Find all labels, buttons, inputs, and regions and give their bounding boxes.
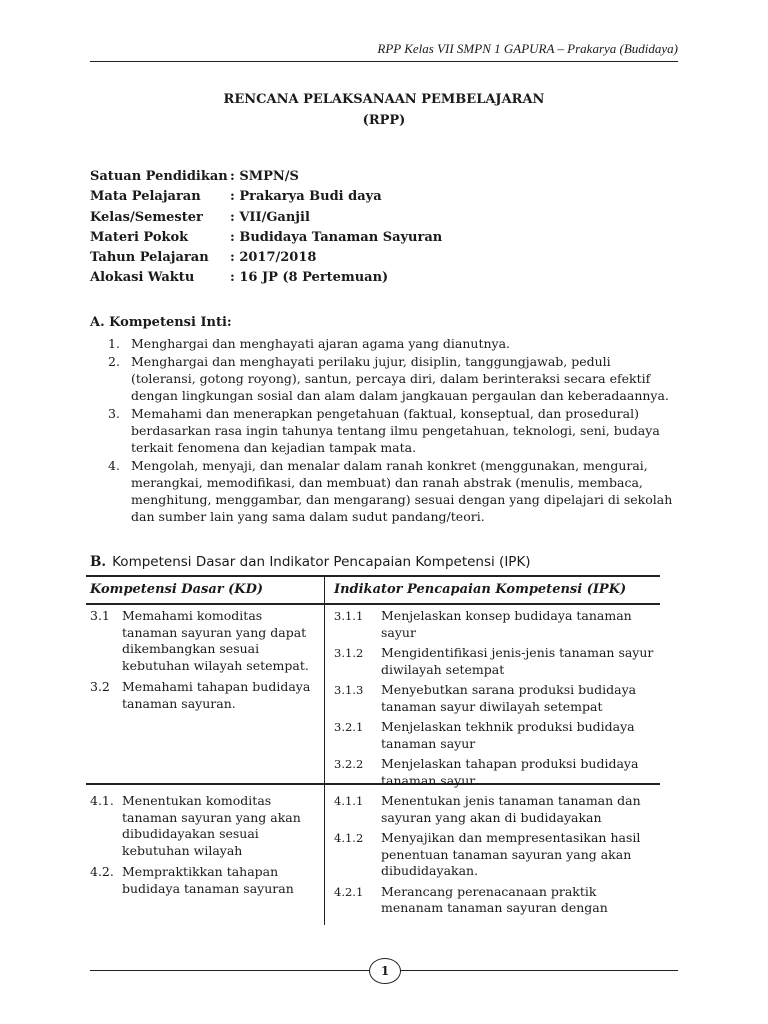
list-item-number: 3.	[108, 406, 120, 421]
table-row	[334, 884, 654, 917]
kd-number: 3.2	[90, 679, 110, 694]
header-rule	[90, 61, 678, 62]
list-item	[108, 335, 674, 352]
table-row	[334, 756, 654, 789]
ipk-number: 4.1.2	[334, 831, 364, 845]
column-header-ipk: Indikator Pencapaian Kompetensi (IPK)	[334, 582, 627, 597]
table-row	[334, 608, 654, 641]
identity-row	[90, 250, 442, 270]
running-header: RPP Kelas VII SMPN 1 GAPURA – Prakarya (Budidaya)	[377, 41, 678, 56]
identity-block	[90, 169, 442, 291]
kompetensi-inti-list	[108, 335, 674, 526]
identity-label: Kelas/Semester	[90, 209, 203, 225]
identity-row	[90, 230, 442, 250]
kd-text: Menentukan komoditas tanaman sayuran yang akan dibudidayakan sesuai kebutuhan wilayah	[122, 793, 301, 858]
identity-value: : 2017/2018	[230, 250, 317, 266]
ipk-text: Menjelaskan tahapan produksi budidaya tanaman sayur	[381, 756, 639, 788]
table-row	[334, 645, 654, 678]
identity-value: : Prakarya Budi daya	[230, 189, 382, 205]
kd-ipk-table	[86, 575, 660, 925]
ipk-number: 4.2.1	[334, 884, 364, 899]
document-subtitle: (RPP)	[362, 113, 406, 128]
table-row	[90, 793, 318, 859]
ipk-text: Mengidentifikasi jenis-jenis tanaman sayur diwilayah setempat	[381, 645, 654, 677]
kd-text: Memahami komoditas tanaman sayuran yang dapat dikembangkan sesuai kebutuhan wilayah setempat.	[122, 608, 309, 673]
list-item	[108, 353, 674, 404]
ipk-text: Merancang perenacanaan praktik menanam tanaman sayuran dengan	[381, 883, 608, 915]
kd-text: Mempraktikkan tahapan budidaya tanaman sayuran	[122, 864, 294, 896]
ipk-cell-group1	[334, 608, 654, 793]
document-title: RENCANA PELAKSANAAN PEMBELAJARAN	[223, 92, 545, 107]
ipk-number: 3.2.2	[334, 757, 364, 771]
table-row	[90, 608, 318, 674]
identity-row	[90, 189, 442, 209]
ipk-number: 3.2.1	[334, 720, 364, 734]
page-number: 1	[369, 958, 401, 984]
list-item-number: 2.	[108, 354, 120, 369]
table-row	[90, 864, 318, 897]
ipk-number: 3.1.2	[334, 646, 364, 660]
identity-value: : 16 JP (8 Pertemuan)	[230, 270, 389, 286]
section-b-letter: B.	[90, 554, 107, 570]
identity-value: : SMPN/S	[230, 169, 299, 184]
table-top-rule	[86, 575, 660, 577]
kd-number: 4.1.	[90, 793, 114, 808]
column-header-kd: Kompetensi Dasar (KD)	[90, 582, 263, 597]
identity-row	[90, 270, 442, 290]
ipk-text: Menyajikan dan mempresentasikan hasil penentuan tanaman sayuran yang akan dibudidayakan.	[381, 830, 641, 878]
footer-rule-right	[399, 970, 678, 971]
identity-row	[90, 210, 442, 230]
ipk-number: 3.1.3	[334, 683, 364, 697]
section-b-title: Kompetensi Dasar dan Indikator Pencapaian Kompetensi (IPK)	[112, 554, 531, 570]
footer-rule-left	[90, 970, 369, 971]
kd-cell-group2	[90, 793, 318, 902]
table-row	[334, 830, 654, 880]
table-column-divider	[324, 575, 325, 925]
list-item-number: 1.	[108, 336, 120, 351]
list-item-text: Menghargai dan menghayati perilaku jujur, disiplin, tanggungjawab, peduli (toleransi, gotong royong), santun, percaya diri, dalam berinteraksi secara efektif dengan lingkungan sosial dan alam dalam jangkauan pergaulan dan keberadaannya.	[131, 354, 669, 403]
list-item	[108, 457, 674, 525]
identity-value: : VII/Ganjil	[230, 209, 310, 225]
section-a-heading: A. Kompetensi Inti:	[90, 315, 232, 330]
identity-label: Alokasi Waktu	[90, 270, 195, 286]
identity-row	[90, 169, 442, 189]
ipk-number: 4.1.1	[334, 794, 364, 808]
kd-number: 3.1	[90, 608, 110, 623]
ipk-cell-group2	[334, 793, 654, 921]
ipk-text: Menentukan jenis tanaman tanaman dan sayuran yang akan di budidayakan	[381, 793, 641, 825]
identity-value: : Budidaya Tanaman Sayuran	[230, 229, 443, 245]
table-row	[334, 719, 654, 752]
table-row	[334, 793, 654, 826]
ipk-text: Menyebutkan sarana produksi budidaya tanaman sayur diwilayah setempat	[381, 682, 637, 714]
identity-label: Materi Pokok	[90, 229, 189, 245]
kd-text: Memahami tahapan budidaya tanaman sayuran.	[122, 679, 311, 711]
table-row	[334, 682, 654, 715]
kd-number: 4.2.	[90, 864, 114, 879]
list-item	[108, 405, 674, 456]
list-item-number: 4.	[108, 458, 120, 473]
list-item-text: Menghargai dan menghayati ajaran agama yang dianutnya.	[131, 336, 511, 351]
section-b-heading	[90, 554, 531, 570]
ipk-text: Menjelaskan konsep budidaya tanaman sayur	[381, 608, 632, 640]
list-item-text: Memahami dan menerapkan pengetahuan (faktual, konseptual, dan prosedural) berdasarkan rasa ingin tahunya tentang ilmu pengetahuan, teknologi, seni, budaya terkait fenomena dan kejadian tampak mata.	[131, 406, 660, 455]
identity-label: Satuan Pendidikan	[90, 169, 228, 184]
list-item-text: Mengolah, menyaji, dan menalar dalam ranah konkret (menggunakan, mengurai, merangkai, memodifikasi, dan membuat) dan ranah abstrak (menulis, membaca, menghitung, menggambar, dan mengarang) sesuai dengan yang dipelajari di sekolah dan sumber lain yang sama dalam sudut pandang/teori.	[131, 458, 673, 524]
identity-label: Mata Pelajaran	[90, 189, 201, 205]
kd-cell-group1	[90, 608, 318, 717]
ipk-number: 3.1.1	[334, 609, 364, 623]
identity-label: Tahun Pelajaran	[90, 250, 209, 266]
table-row	[90, 679, 318, 712]
table-header-rule	[86, 603, 660, 605]
ipk-text: Menjelaskan tekhnik produksi budidaya tanaman sayur	[381, 719, 635, 751]
